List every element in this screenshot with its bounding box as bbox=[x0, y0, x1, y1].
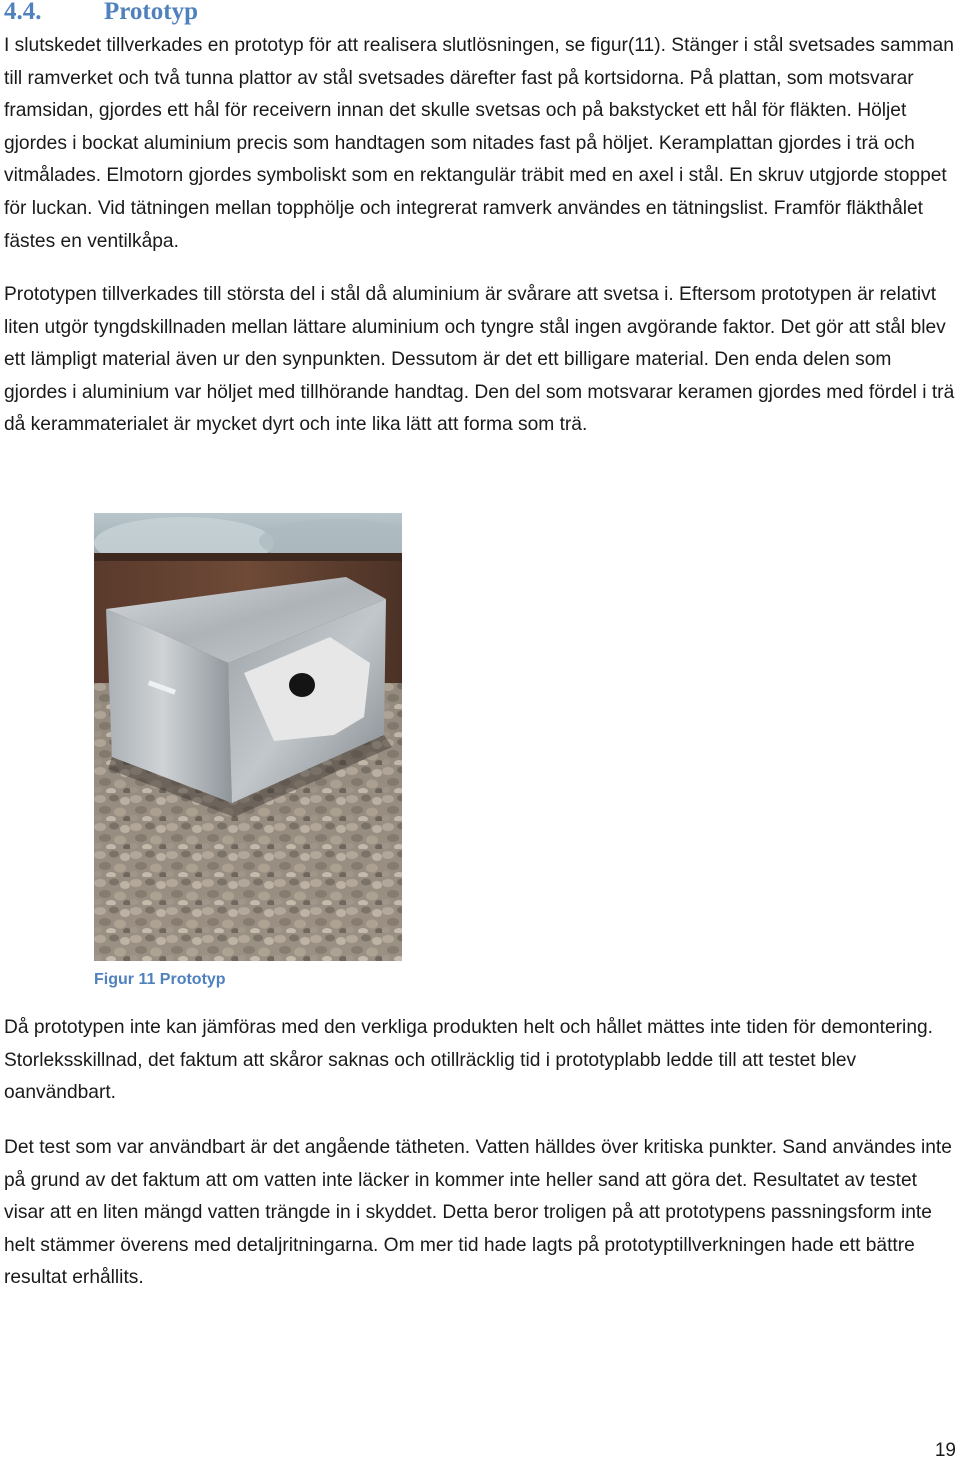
paragraph-tightness-test: Det test som var användbart är det angående tätheten. Vatten hälldes över kritiska punkter. Sand användes inte på grund av det faktum att om vatten inte läcker in kommer inte heller sand att göra det. Resultatet av testet visar att en liten mängd vatten trängde in i skyddet. Detta beror troligen på att prototypens passningsform inte helt stämmer överens med detaljritningarna. Om mer tid hade lagts på prototyptillverkningen hade ett bättre resultat erhållits. bbox=[4, 1137, 952, 1289]
prototype-photo bbox=[94, 513, 402, 961]
paragraph-material-choice: Prototypen tillverkades till största del i stål då aluminium är svårare att svetsa i. Eftersom prototypen är relativt liten utgör tyngdskillnaden mellan lättare aluminium och tyngre stål ingen avgörande faktor. Det gör att stål blev ett lämpligt material även ur den synpunkten. Dessutom är det ett billigare material. Den enda delen som gjordes i aluminium var höljet med tillhörande handtag. Den del som motsvarar keramen gjordes med fördel i trä då kerammaterialet är mycket dyrt och inte lika lätt att forma som trä. bbox=[4, 284, 955, 436]
section-heading bbox=[4, 0, 198, 26]
page-number: 19 bbox=[934, 1440, 956, 1461]
paragraph-prototype-construction: I slutskedet tillverkades en prototyp för att realisera slutlösningen, se figur(11). Stänger i stål svetsades samman till ramverket och två tunna plattor av stål svetsades därefter fast på kortsidorna. På plattan, som motsvarar framsidan, gjordes ett hål för receivern innan det skulle svetsas och på bakstycket ett hål för fläkten. Höljet gjordes i bockat aluminium precis som handtagen som nitades fast på höljet. Keramplattan gjordes i trä och vitmålades. Elmotorn gjordes symboliskt som en rektangulär träbit med en axel i stål. En skruv utgjorde stoppet för luckan. Vid tätningen mellan topphölje och integrerat ramverk användes en tätningslist. Framför fläkthålet fästes en ventilkåpa. bbox=[4, 35, 954, 252]
paragraph-disassembly-test: Då prototypen inte kan jämföras med den verkliga produkten helt och hållet mättes inte tiden för demontering. Storleksskillnad, det faktum att skåror saknas och otillräcklig tid i prototyplabb ledde till att testet blev oanvändbart. bbox=[4, 1017, 933, 1104]
section-number: 4.4. bbox=[4, 0, 42, 25]
figure-caption: Figur 11 Prototyp bbox=[94, 971, 226, 988]
section-title: Prototyp bbox=[104, 0, 198, 25]
